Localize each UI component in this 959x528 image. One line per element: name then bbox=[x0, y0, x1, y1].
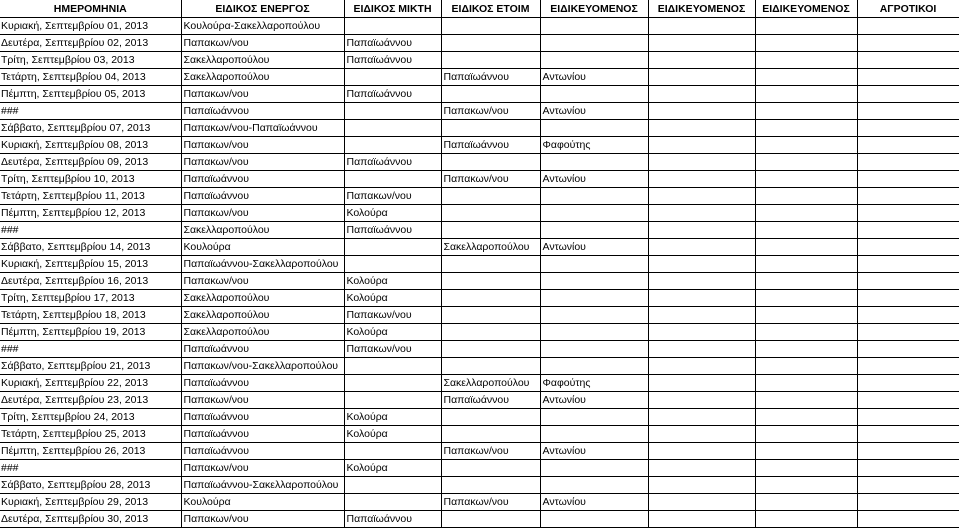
specialist-mixed-cell[interactable]: Κολούρα bbox=[344, 409, 441, 426]
resident-1-cell[interactable] bbox=[540, 86, 648, 103]
specialist-standby-cell[interactable] bbox=[441, 290, 540, 307]
resident-1-cell[interactable] bbox=[540, 426, 648, 443]
table-row bbox=[0, 477, 959, 494]
resident-1-cell[interactable] bbox=[540, 307, 648, 324]
table-row bbox=[0, 137, 959, 154]
specialist-active-cell[interactable]: Παπακων/νου bbox=[181, 273, 344, 290]
header-resident-1[interactable]: ΕΙΔΙΚΕΥΟΜΕΝΟΣ bbox=[540, 0, 648, 18]
specialist-standby-cell[interactable]: Παπακων/νου bbox=[441, 171, 540, 188]
roster-body bbox=[0, 18, 959, 528]
date-cell[interactable]: Κυριακή, Σεπτεμβρίου 01, 2013 bbox=[0, 18, 181, 35]
specialist-active-cell[interactable]: Κουλούρα-Σακελλαροπούλου bbox=[181, 18, 344, 35]
resident-2-cell[interactable] bbox=[648, 443, 755, 460]
date-cell[interactable]: ### bbox=[0, 103, 181, 120]
specialist-mixed-cell[interactable]: Παπακων/νου bbox=[344, 341, 441, 358]
resident-2-cell[interactable] bbox=[648, 222, 755, 239]
resident-1-cell[interactable]: Αντωνίου bbox=[540, 171, 648, 188]
date-cell[interactable]: Τρίτη, Σεπτεμβρίου 24, 2013 bbox=[0, 409, 181, 426]
resident-1-cell[interactable]: Αντωνίου bbox=[540, 69, 648, 86]
specialist-active-cell[interactable]: Παπαϊωάννου bbox=[181, 443, 344, 460]
specialist-standby-cell[interactable] bbox=[441, 409, 540, 426]
specialist-mixed-cell[interactable] bbox=[344, 120, 441, 137]
specialist-mixed-cell[interactable]: Παπαϊωάννου bbox=[344, 35, 441, 52]
resident-2-cell[interactable] bbox=[648, 18, 755, 35]
specialist-mixed-cell[interactable]: Παπαϊωάννου bbox=[344, 86, 441, 103]
specialist-active-cell[interactable]: Παπαϊωάννου bbox=[181, 409, 344, 426]
resident-1-cell[interactable]: Αντωνίου bbox=[540, 103, 648, 120]
rural-cell[interactable] bbox=[857, 426, 959, 443]
resident-1-cell[interactable]: Αντωνίου bbox=[540, 443, 648, 460]
specialist-standby-cell[interactable]: Σακελλαροπούλου bbox=[441, 239, 540, 256]
rural-cell[interactable] bbox=[857, 171, 959, 188]
resident-2-cell[interactable] bbox=[648, 409, 755, 426]
resident-1-cell[interactable] bbox=[540, 52, 648, 69]
table-row bbox=[0, 273, 959, 290]
table-row bbox=[0, 222, 959, 239]
date-cell[interactable]: Τετάρτη, Σεπτεμβρίου 04, 2013 bbox=[0, 69, 181, 86]
rural-cell[interactable] bbox=[857, 222, 959, 239]
table-row bbox=[0, 511, 959, 528]
date-cell[interactable]: Τρίτη, Σεπτεμβρίου 10, 2013 bbox=[0, 171, 181, 188]
rural-cell[interactable] bbox=[857, 86, 959, 103]
specialist-standby-cell[interactable] bbox=[441, 18, 540, 35]
resident-3-cell[interactable] bbox=[755, 205, 857, 222]
resident-3-cell[interactable] bbox=[755, 18, 857, 35]
date-cell[interactable]: ### bbox=[0, 460, 181, 477]
rural-cell[interactable] bbox=[857, 324, 959, 341]
resident-3-cell[interactable] bbox=[755, 154, 857, 171]
resident-2-cell[interactable] bbox=[648, 188, 755, 205]
specialist-mixed-cell[interactable] bbox=[344, 358, 441, 375]
specialist-standby-cell[interactable] bbox=[441, 205, 540, 222]
rural-cell[interactable] bbox=[857, 375, 959, 392]
resident-2-cell[interactable] bbox=[648, 307, 755, 324]
rural-cell[interactable] bbox=[857, 103, 959, 120]
resident-2-cell[interactable] bbox=[648, 273, 755, 290]
specialist-active-cell[interactable]: Σακελλαροπούλου bbox=[181, 52, 344, 69]
specialist-mixed-cell[interactable]: Κολούρα bbox=[344, 324, 441, 341]
date-cell[interactable]: Κυριακή, Σεπτεμβρίου 08, 2013 bbox=[0, 137, 181, 154]
specialist-standby-cell[interactable] bbox=[441, 120, 540, 137]
resident-3-cell[interactable] bbox=[755, 477, 857, 494]
specialist-standby-cell[interactable]: Σακελλαροπούλου bbox=[441, 375, 540, 392]
specialist-standby-cell[interactable]: Παπαϊωάννου bbox=[441, 392, 540, 409]
resident-2-cell[interactable] bbox=[648, 460, 755, 477]
specialist-standby-cell[interactable] bbox=[441, 324, 540, 341]
specialist-mixed-cell[interactable] bbox=[344, 477, 441, 494]
date-cell[interactable]: Τετάρτη, Σεπτεμβρίου 25, 2013 bbox=[0, 426, 181, 443]
specialist-mixed-cell[interactable]: Παπαϊωάννου bbox=[344, 511, 441, 528]
resident-2-cell[interactable] bbox=[648, 35, 755, 52]
specialist-active-cell[interactable]: Σακελλαροπούλου bbox=[181, 324, 344, 341]
date-cell[interactable]: Σάββατο, Σεπτεμβρίου 07, 2013 bbox=[0, 120, 181, 137]
resident-3-cell[interactable] bbox=[755, 273, 857, 290]
header-rural[interactable]: ΑΓΡΟΤΙΚΟΙ bbox=[857, 0, 959, 18]
specialist-standby-cell[interactable] bbox=[441, 341, 540, 358]
resident-3-cell[interactable] bbox=[755, 239, 857, 256]
table-row bbox=[0, 120, 959, 137]
specialist-standby-cell[interactable] bbox=[441, 154, 540, 171]
specialist-active-cell[interactable]: Παπαϊωάννου bbox=[181, 341, 344, 358]
resident-3-cell[interactable] bbox=[755, 120, 857, 137]
date-cell[interactable]: ### bbox=[0, 341, 181, 358]
table-row bbox=[0, 256, 959, 273]
date-cell[interactable]: Τρίτη, Σεπτεμβρίου 17, 2013 bbox=[0, 290, 181, 307]
specialist-active-cell[interactable]: Παπακων/νου bbox=[181, 205, 344, 222]
specialist-standby-cell[interactable] bbox=[441, 511, 540, 528]
resident-3-cell[interactable] bbox=[755, 103, 857, 120]
specialist-active-cell[interactable]: Παπαϊωάννου bbox=[181, 171, 344, 188]
rural-cell[interactable] bbox=[857, 137, 959, 154]
resident-2-cell[interactable] bbox=[648, 86, 755, 103]
specialist-active-cell[interactable]: Κουλούρα bbox=[181, 239, 344, 256]
header-resident-2[interactable]: ΕΙΔΙΚΕΥΟΜΕΝΟΣ bbox=[648, 0, 755, 18]
specialist-standby-cell[interactable] bbox=[441, 307, 540, 324]
specialist-active-cell[interactable]: Παπακων/νου bbox=[181, 86, 344, 103]
date-cell[interactable]: Σάββατο, Σεπτεμβρίου 14, 2013 bbox=[0, 239, 181, 256]
resident-1-cell[interactable] bbox=[540, 511, 648, 528]
resident-2-cell[interactable] bbox=[648, 426, 755, 443]
rural-cell[interactable] bbox=[857, 307, 959, 324]
date-cell[interactable]: Κυριακή, Σεπτεμβρίου 29, 2013 bbox=[0, 494, 181, 511]
table-row bbox=[0, 443, 959, 460]
table-row bbox=[0, 239, 959, 256]
specialist-mixed-cell[interactable]: Παπαϊωάννου bbox=[344, 154, 441, 171]
specialist-active-cell[interactable]: Παπακων/νου bbox=[181, 137, 344, 154]
resident-3-cell[interactable] bbox=[755, 443, 857, 460]
rural-cell[interactable] bbox=[857, 358, 959, 375]
resident-1-cell[interactable]: Αντωνίου bbox=[540, 239, 648, 256]
table-row bbox=[0, 18, 959, 35]
table-row bbox=[0, 324, 959, 341]
table-row bbox=[0, 426, 959, 443]
resident-2-cell[interactable] bbox=[648, 52, 755, 69]
specialist-active-cell[interactable]: Παπακων/νου-Παπαϊωάννου bbox=[181, 120, 344, 137]
resident-1-cell[interactable] bbox=[540, 477, 648, 494]
resident-2-cell[interactable] bbox=[648, 239, 755, 256]
table-row bbox=[0, 494, 959, 511]
date-cell[interactable]: Πέμπτη, Σεπτεμβρίου 26, 2013 bbox=[0, 443, 181, 460]
specialist-standby-cell[interactable]: Παπακων/νου bbox=[441, 443, 540, 460]
date-cell[interactable]: Δευτέρα, Σεπτεμβρίου 23, 2013 bbox=[0, 392, 181, 409]
date-cell[interactable]: Πέμπτη, Σεπτεμβρίου 19, 2013 bbox=[0, 324, 181, 341]
resident-1-cell[interactable] bbox=[540, 205, 648, 222]
specialist-active-cell[interactable]: Σακελλαροπούλου bbox=[181, 290, 344, 307]
table-row bbox=[0, 460, 959, 477]
resident-2-cell[interactable] bbox=[648, 341, 755, 358]
date-cell[interactable]: Κυριακή, Σεπτεμβρίου 15, 2013 bbox=[0, 256, 181, 273]
resident-1-cell[interactable]: Φαφούτης bbox=[540, 375, 648, 392]
rural-cell[interactable] bbox=[857, 511, 959, 528]
resident-3-cell[interactable] bbox=[755, 409, 857, 426]
table-row bbox=[0, 188, 959, 205]
specialist-mixed-cell[interactable] bbox=[344, 392, 441, 409]
resident-3-cell[interactable] bbox=[755, 69, 857, 86]
resident-3-cell[interactable] bbox=[755, 52, 857, 69]
rural-cell[interactable] bbox=[857, 392, 959, 409]
table-row bbox=[0, 35, 959, 52]
resident-2-cell[interactable] bbox=[648, 69, 755, 86]
rural-cell[interactable] bbox=[857, 494, 959, 511]
table-row bbox=[0, 86, 959, 103]
specialist-mixed-cell[interactable]: Παπαϊωάννου bbox=[344, 222, 441, 239]
specialist-active-cell[interactable]: Παπακων/νου bbox=[181, 460, 344, 477]
specialist-standby-cell[interactable] bbox=[441, 188, 540, 205]
rural-cell[interactable] bbox=[857, 205, 959, 222]
rural-cell[interactable] bbox=[857, 256, 959, 273]
specialist-mixed-cell[interactable]: Κολούρα bbox=[344, 273, 441, 290]
date-cell[interactable]: Δευτέρα, Σεπτεμβρίου 02, 2013 bbox=[0, 35, 181, 52]
specialist-standby-cell[interactable] bbox=[441, 426, 540, 443]
date-cell[interactable]: Δευτέρα, Σεπτεμβρίου 30, 2013 bbox=[0, 511, 181, 528]
specialist-mixed-cell[interactable] bbox=[344, 375, 441, 392]
rural-cell[interactable] bbox=[857, 120, 959, 137]
resident-1-cell[interactable] bbox=[540, 358, 648, 375]
resident-3-cell[interactable] bbox=[755, 35, 857, 52]
specialist-standby-cell[interactable] bbox=[441, 256, 540, 273]
table-row bbox=[0, 290, 959, 307]
resident-2-cell[interactable] bbox=[648, 120, 755, 137]
specialist-active-cell[interactable]: Παπακων/νου bbox=[181, 154, 344, 171]
date-cell[interactable]: Κυριακή, Σεπτεμβρίου 22, 2013 bbox=[0, 375, 181, 392]
resident-2-cell[interactable] bbox=[648, 375, 755, 392]
specialist-active-cell[interactable]: Παπακων/νου-Σακελλαροπούλου bbox=[181, 358, 344, 375]
specialist-standby-cell[interactable] bbox=[441, 460, 540, 477]
resident-3-cell[interactable] bbox=[755, 341, 857, 358]
specialist-active-cell[interactable]: Παπαϊωάννου bbox=[181, 103, 344, 120]
specialist-active-cell[interactable]: Παπαϊωάννου bbox=[181, 375, 344, 392]
specialist-mixed-cell[interactable] bbox=[344, 103, 441, 120]
resident-3-cell[interactable] bbox=[755, 375, 857, 392]
resident-3-cell[interactable] bbox=[755, 460, 857, 477]
table-row bbox=[0, 103, 959, 120]
specialist-mixed-cell[interactable] bbox=[344, 137, 441, 154]
resident-2-cell[interactable] bbox=[648, 103, 755, 120]
specialist-mixed-cell[interactable]: Κολούρα bbox=[344, 460, 441, 477]
table-row bbox=[0, 392, 959, 409]
date-cell[interactable]: Πέμπτη, Σεπτεμβρίου 05, 2013 bbox=[0, 86, 181, 103]
specialist-standby-cell[interactable]: Παπαϊωάννου bbox=[441, 137, 540, 154]
rural-cell[interactable] bbox=[857, 188, 959, 205]
table-row bbox=[0, 205, 959, 222]
resident-3-cell[interactable] bbox=[755, 494, 857, 511]
specialist-active-cell[interactable]: Σακελλαροπούλου bbox=[181, 69, 344, 86]
rural-cell[interactable] bbox=[857, 154, 959, 171]
rural-cell[interactable] bbox=[857, 52, 959, 69]
table-row bbox=[0, 69, 959, 86]
resident-2-cell[interactable] bbox=[648, 256, 755, 273]
table-row bbox=[0, 307, 959, 324]
specialist-active-cell[interactable]: Παπαϊωάννου bbox=[181, 188, 344, 205]
date-cell[interactable]: Σάββατο, Σεπτεμβρίου 21, 2013 bbox=[0, 358, 181, 375]
resident-1-cell[interactable]: Αντωνίου bbox=[540, 494, 648, 511]
resident-2-cell[interactable] bbox=[648, 494, 755, 511]
resident-2-cell[interactable] bbox=[648, 392, 755, 409]
resident-2-cell[interactable] bbox=[648, 324, 755, 341]
specialist-mixed-cell[interactable]: Παπακων/νου bbox=[344, 188, 441, 205]
specialist-active-cell[interactable]: Παπαϊωάννου bbox=[181, 426, 344, 443]
specialist-active-cell[interactable]: Κουλούρα bbox=[181, 494, 344, 511]
resident-2-cell[interactable] bbox=[648, 137, 755, 154]
specialist-active-cell[interactable]: Παπακων/νου bbox=[181, 35, 344, 52]
specialist-active-cell[interactable]: Παπαϊωάννου-Σακελλαροπούλου bbox=[181, 477, 344, 494]
specialist-mixed-cell[interactable]: Κολούρα bbox=[344, 290, 441, 307]
resident-3-cell[interactable] bbox=[755, 307, 857, 324]
rural-cell[interactable] bbox=[857, 18, 959, 35]
resident-1-cell[interactable] bbox=[540, 256, 648, 273]
resident-1-cell[interactable] bbox=[540, 409, 648, 426]
resident-2-cell[interactable] bbox=[648, 290, 755, 307]
specialist-standby-cell[interactable]: Παπαϊωάννου bbox=[441, 69, 540, 86]
specialist-mixed-cell[interactable] bbox=[344, 18, 441, 35]
resident-1-cell[interactable]: Αντωνίου bbox=[540, 392, 648, 409]
resident-1-cell[interactable] bbox=[540, 35, 648, 52]
table-row bbox=[0, 154, 959, 171]
date-cell[interactable]: Τετάρτη, Σεπτεμβρίου 18, 2013 bbox=[0, 307, 181, 324]
specialist-active-cell[interactable]: Σακελλαροπούλου bbox=[181, 307, 344, 324]
table-row bbox=[0, 341, 959, 358]
date-cell[interactable]: Δευτέρα, Σεπτεμβρίου 09, 2013 bbox=[0, 154, 181, 171]
resident-1-cell[interactable]: Φαφούτης bbox=[540, 137, 648, 154]
specialist-active-cell[interactable]: Παπακων/νου bbox=[181, 511, 344, 528]
rural-cell[interactable] bbox=[857, 460, 959, 477]
specialist-active-cell[interactable]: Παπακων/νου bbox=[181, 392, 344, 409]
header-specialist-active[interactable]: ΕΙΔΙΚΟΣ ΕΝΕΡΓΟΣ bbox=[181, 0, 344, 18]
resident-3-cell[interactable] bbox=[755, 324, 857, 341]
specialist-standby-cell[interactable]: Παπακων/νου bbox=[441, 494, 540, 511]
specialist-mixed-cell[interactable]: Κολούρα bbox=[344, 205, 441, 222]
specialist-mixed-cell[interactable] bbox=[344, 256, 441, 273]
rural-cell[interactable] bbox=[857, 409, 959, 426]
resident-3-cell[interactable] bbox=[755, 222, 857, 239]
resident-3-cell[interactable] bbox=[755, 86, 857, 103]
resident-2-cell[interactable] bbox=[648, 205, 755, 222]
header-resident-3[interactable]: ΕΙΔΙΚΕΥΟΜΕΝΟΣ bbox=[755, 0, 857, 18]
resident-1-cell[interactable] bbox=[540, 18, 648, 35]
resident-1-cell[interactable] bbox=[540, 120, 648, 137]
resident-2-cell[interactable] bbox=[648, 358, 755, 375]
date-cell[interactable]: Τρίτη, Σεπτεμβρίου 03, 2013 bbox=[0, 52, 181, 69]
resident-2-cell[interactable] bbox=[648, 511, 755, 528]
specialist-mixed-cell[interactable]: Κολούρα bbox=[344, 426, 441, 443]
resident-3-cell[interactable] bbox=[755, 358, 857, 375]
date-cell[interactable]: ### bbox=[0, 222, 181, 239]
rural-cell[interactable] bbox=[857, 290, 959, 307]
specialist-standby-cell[interactable] bbox=[441, 52, 540, 69]
resident-3-cell[interactable] bbox=[755, 171, 857, 188]
specialist-mixed-cell[interactable] bbox=[344, 494, 441, 511]
date-cell[interactable]: Πέμπτη, Σεπτεμβρίου 12, 2013 bbox=[0, 205, 181, 222]
date-cell[interactable]: Σάββατο, Σεπτεμβρίου 28, 2013 bbox=[0, 477, 181, 494]
specialist-mixed-cell[interactable]: Παπαϊωάννου bbox=[344, 52, 441, 69]
specialist-standby-cell[interactable] bbox=[441, 358, 540, 375]
resident-1-cell[interactable] bbox=[540, 460, 648, 477]
table-row bbox=[0, 171, 959, 188]
header-specialist-mixed[interactable]: ΕΙΔΙΚΟΣ ΜΙΚΤΗ bbox=[344, 0, 441, 18]
resident-1-cell[interactable] bbox=[540, 222, 648, 239]
specialist-standby-cell[interactable] bbox=[441, 222, 540, 239]
resident-3-cell[interactable] bbox=[755, 392, 857, 409]
table-row bbox=[0, 52, 959, 69]
specialist-standby-cell[interactable]: Παπακων/νου bbox=[441, 103, 540, 120]
rural-cell[interactable] bbox=[857, 477, 959, 494]
resident-3-cell[interactable] bbox=[755, 290, 857, 307]
header-row bbox=[0, 0, 959, 18]
table-row bbox=[0, 375, 959, 392]
resident-1-cell[interactable] bbox=[540, 154, 648, 171]
resident-2-cell[interactable] bbox=[648, 477, 755, 494]
table-row bbox=[0, 409, 959, 426]
rural-cell[interactable] bbox=[857, 69, 959, 86]
rural-cell[interactable] bbox=[857, 35, 959, 52]
resident-3-cell[interactable] bbox=[755, 426, 857, 443]
specialist-mixed-cell[interactable] bbox=[344, 69, 441, 86]
rural-cell[interactable] bbox=[857, 273, 959, 290]
resident-1-cell[interactable] bbox=[540, 188, 648, 205]
rural-cell[interactable] bbox=[857, 239, 959, 256]
specialist-standby-cell[interactable] bbox=[441, 273, 540, 290]
table-row bbox=[0, 358, 959, 375]
date-cell[interactable]: Δευτέρα, Σεπτεμβρίου 16, 2013 bbox=[0, 273, 181, 290]
header-date[interactable]: ΗΜΕΡΟΜΗΝΙΑ bbox=[0, 0, 181, 18]
resident-2-cell[interactable] bbox=[648, 171, 755, 188]
resident-1-cell[interactable] bbox=[540, 273, 648, 290]
resident-2-cell[interactable] bbox=[648, 154, 755, 171]
resident-3-cell[interactable] bbox=[755, 137, 857, 154]
specialist-standby-cell[interactable] bbox=[441, 86, 540, 103]
specialist-active-cell[interactable]: Παπαϊωάννου-Σακελλαροπούλου bbox=[181, 256, 344, 273]
specialist-active-cell[interactable]: Σακελλαροπούλου bbox=[181, 222, 344, 239]
resident-3-cell[interactable] bbox=[755, 256, 857, 273]
specialist-mixed-cell[interactable] bbox=[344, 443, 441, 460]
header-specialist-standby[interactable]: ΕΙΔΙΚΟΣ ΕΤΟΙΜ bbox=[441, 0, 540, 18]
specialist-mixed-cell[interactable] bbox=[344, 239, 441, 256]
specialist-mixed-cell[interactable] bbox=[344, 171, 441, 188]
specialist-standby-cell[interactable] bbox=[441, 35, 540, 52]
specialist-standby-cell[interactable] bbox=[441, 477, 540, 494]
specialist-mixed-cell[interactable]: Παπακων/νου bbox=[344, 307, 441, 324]
date-cell[interactable]: Τετάρτη, Σεπτεμβρίου 11, 2013 bbox=[0, 188, 181, 205]
resident-1-cell[interactable] bbox=[540, 341, 648, 358]
resident-1-cell[interactable] bbox=[540, 290, 648, 307]
rural-cell[interactable] bbox=[857, 443, 959, 460]
rural-cell[interactable] bbox=[857, 341, 959, 358]
resident-3-cell[interactable] bbox=[755, 188, 857, 205]
resident-3-cell[interactable] bbox=[755, 511, 857, 528]
resident-1-cell[interactable] bbox=[540, 324, 648, 341]
